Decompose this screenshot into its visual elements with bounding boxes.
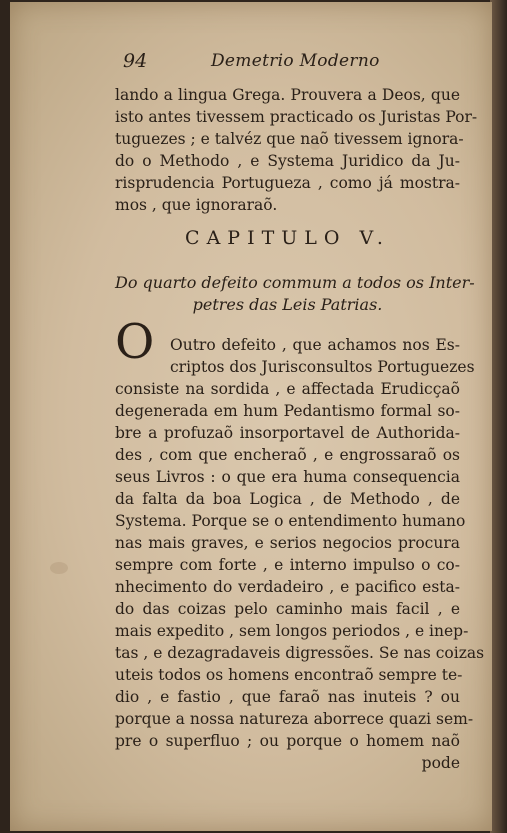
- text-line: mos , que ignoraraõ.: [115, 196, 278, 214]
- text-line: mais expedito , sem longos periodos , e inep-: [115, 622, 469, 640]
- chapter-subtitle-line: petres das Leis Patrias.: [192, 295, 383, 314]
- running-title: Demetrio Moderno: [211, 51, 380, 71]
- text-line: dio , e fastio , que faraõ nas inuteis ? ou: [115, 688, 460, 706]
- text-line: seus Livros : o que era huma consequencia: [115, 468, 460, 486]
- paper-stain: [50, 562, 68, 574]
- text-line: nhecimento do verdadeiro , e pacifico esta-: [115, 578, 460, 596]
- text-line: risprudencia Portugueza , como já mostra-: [115, 174, 460, 192]
- text-line: do o Methodo , e Systema Juridico da Ju-: [115, 152, 460, 170]
- text-line: porque a nossa natureza aborrece quazi sem-: [115, 710, 474, 728]
- book-spine: [490, 0, 507, 833]
- text-line: des , com que encheraõ , e engrossaraõ os: [115, 446, 460, 464]
- catchword: pode: [421, 754, 460, 772]
- text-line: da falta da boa Logica , de Methodo , de: [115, 490, 460, 508]
- page-number: 94: [123, 50, 148, 72]
- chapter-heading: CAPITULO V.: [185, 227, 390, 249]
- text-line: lando a lingua Grega. Prouvera a Deos, que: [115, 86, 460, 104]
- text-line: consiste na sordida , e affectada Erudicçaõ: [115, 380, 460, 398]
- chapter-subtitle-line: Do quarto defeito commum a todos os Inter-: [115, 273, 475, 292]
- text-line: criptos dos Jurisconsultos Portuguezes: [170, 358, 475, 376]
- text-line: tuguezes ; e talvéz que naõ tivessem ignora-: [115, 130, 464, 148]
- text-line: Outro defeito , que achamos nos Es-: [170, 336, 460, 354]
- drop-cap: O: [115, 314, 155, 370]
- text-line: degenerada em hum Pedantismo formal so-: [115, 402, 460, 420]
- text-line: do das coizas pelo caminho mais facil , e: [115, 600, 460, 618]
- text-line: tas , e dezagradaveis digressões. Se nas coizas: [115, 644, 485, 662]
- running-head: [115, 50, 460, 74]
- text-line: pre o superfluo ; ou porque o homem naõ: [115, 732, 460, 750]
- text-line: sempre com forte , e interno impulso o co-: [115, 556, 460, 574]
- text-line: nas mais graves, e serios negocios procura: [115, 534, 460, 552]
- text-line: uteis todos os homens encontraõ sempre te-: [115, 666, 463, 684]
- text-line: Systema. Porque se o entendimento humano: [115, 512, 466, 530]
- text-line: isto antes tivessem practicado os Juristas Por-: [115, 108, 478, 126]
- text-line: bre a profuzaõ insorportavel de Authorida-: [115, 424, 460, 442]
